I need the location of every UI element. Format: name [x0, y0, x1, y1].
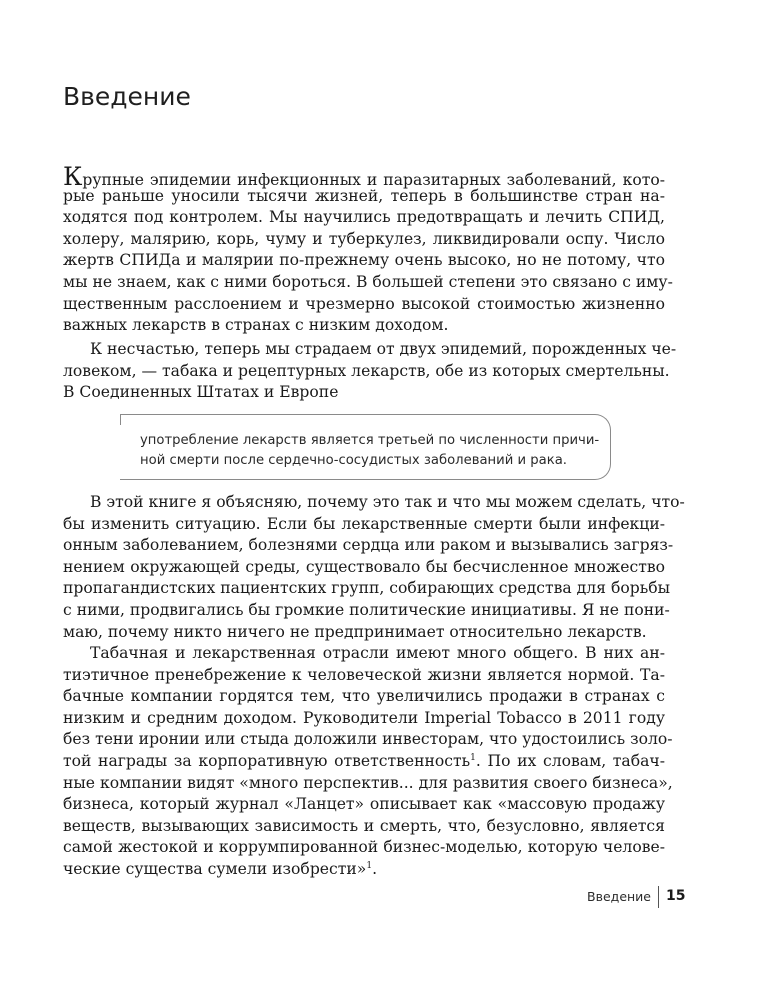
text-line: нением окружающей среды, существовало бы бесчисленное множество: [63, 557, 665, 576]
text-line: Табачная и лекарственная отрасли имеют много общего. В них ан-: [90, 644, 665, 662]
text-line: бизнеса, который журнал «Ланцет» описывает как «массовую продажу: [63, 795, 665, 814]
text-line: В этой книге я объясняю, почему это так и что мы можем сделать, что-: [90, 493, 685, 511]
text-line: онным заболеванием, болезнями сердца или раком и вызывались загряз-: [63, 536, 674, 555]
footnote-ref[interactable]: 1: [366, 860, 373, 871]
text-line: холеру, малярию, корь, чуму и туберкулез, ликвидировали оспу. Число: [63, 229, 665, 248]
text-line: самой жестокой и коррумпированной бизнес-моделью, которую челове-: [63, 838, 665, 857]
footer-section-label: Введение: [587, 889, 651, 904]
text-line: бачные компании гордятся тем, что увеличились продажи в странах с: [63, 687, 665, 706]
text-line: щественным расслоением и чрезмерно высокой стоимостью жизненно: [63, 294, 665, 313]
text-line: ходятся под контролем. Мы научились предотвращать и лечить СПИД,: [63, 208, 665, 227]
paragraph-book-purpose: [63, 492, 685, 643]
text-line: рые раньше уносили тысячи жизней, теперь в большинстве стран на-: [63, 186, 665, 205]
text-line: веществ, вызывающих зависимость и смерть, что, безусловно, является: [63, 816, 665, 835]
text-line: ческие существа сумели изобрести»$^1$.: [63, 859, 378, 878]
text-line: маю, почему никто ничего не предпринимает относительно лекарств.: [63, 622, 647, 641]
text-line: той награды за корпоративную ответственность$^1$. По их словам, табач-: [63, 751, 665, 770]
text-line: В Соединенных Штатах и Европе: [63, 383, 339, 402]
text-line: тиэтичное пренебрежение к человеческой жизни является нормой. Та-: [63, 665, 665, 684]
pull-quote-text: [140, 431, 600, 471]
chapter-title: Введение: [63, 82, 191, 111]
page-number: 15: [666, 888, 686, 904]
quote-line: употребление лекарств является третьей по численности причи-: [140, 433, 600, 448]
text-line: К несчастью, теперь мы страдаем от двух эпидемий, порожденных че-: [90, 340, 677, 358]
text-line: ловеком, — табака и рецептурных лекарств, обе из которых смертельны.: [63, 361, 670, 380]
quote-bracket-tick: [120, 415, 121, 425]
drop-cap: К: [63, 162, 83, 191]
paragraph-epidemics: [63, 339, 677, 404]
text-line: важных лекарств в странах с низким доходом.: [63, 316, 449, 335]
page-footer: [0, 886, 759, 908]
text-line: низким и средним доходом. Руководители Imperial Tobacco в 2011 году: [63, 708, 665, 727]
text-line: жертв СПИДа и малярии по-прежнему очень высоко, но не потому, что: [63, 251, 665, 270]
text-line: бы изменить ситуацию. Если бы лекарственные смерти были инфекци-: [63, 514, 665, 533]
text-line: без тени иронии или стыда доложили инвесторам, что удостоились золо-: [63, 730, 673, 749]
paragraph-tobacco: [63, 643, 673, 881]
text-line: мы не знаем, как с ними бороться. В большей степени это связано с иму-: [63, 272, 673, 291]
text-line: с ними, продвигались бы громкие политические инициативы. Я не пони-: [63, 600, 670, 619]
footer-divider: [658, 886, 659, 908]
quote-line: ной смерти после сердечно-сосудистых заболеваний и рака.: [140, 453, 567, 468]
text-line: Крупные эпидемии инфекционных и паразитарных заболеваний, кото-: [63, 162, 665, 191]
text-line: пропагандистских пациентских групп, собирающих средства для борьбы: [63, 579, 670, 598]
paragraph-intro: [63, 162, 673, 337]
text-line: ные компании видят «много перспектив... для развития своего бизнеса»,: [63, 773, 673, 792]
footnote-ref[interactable]: 1: [470, 752, 476, 763]
pull-quote: [120, 414, 611, 480]
